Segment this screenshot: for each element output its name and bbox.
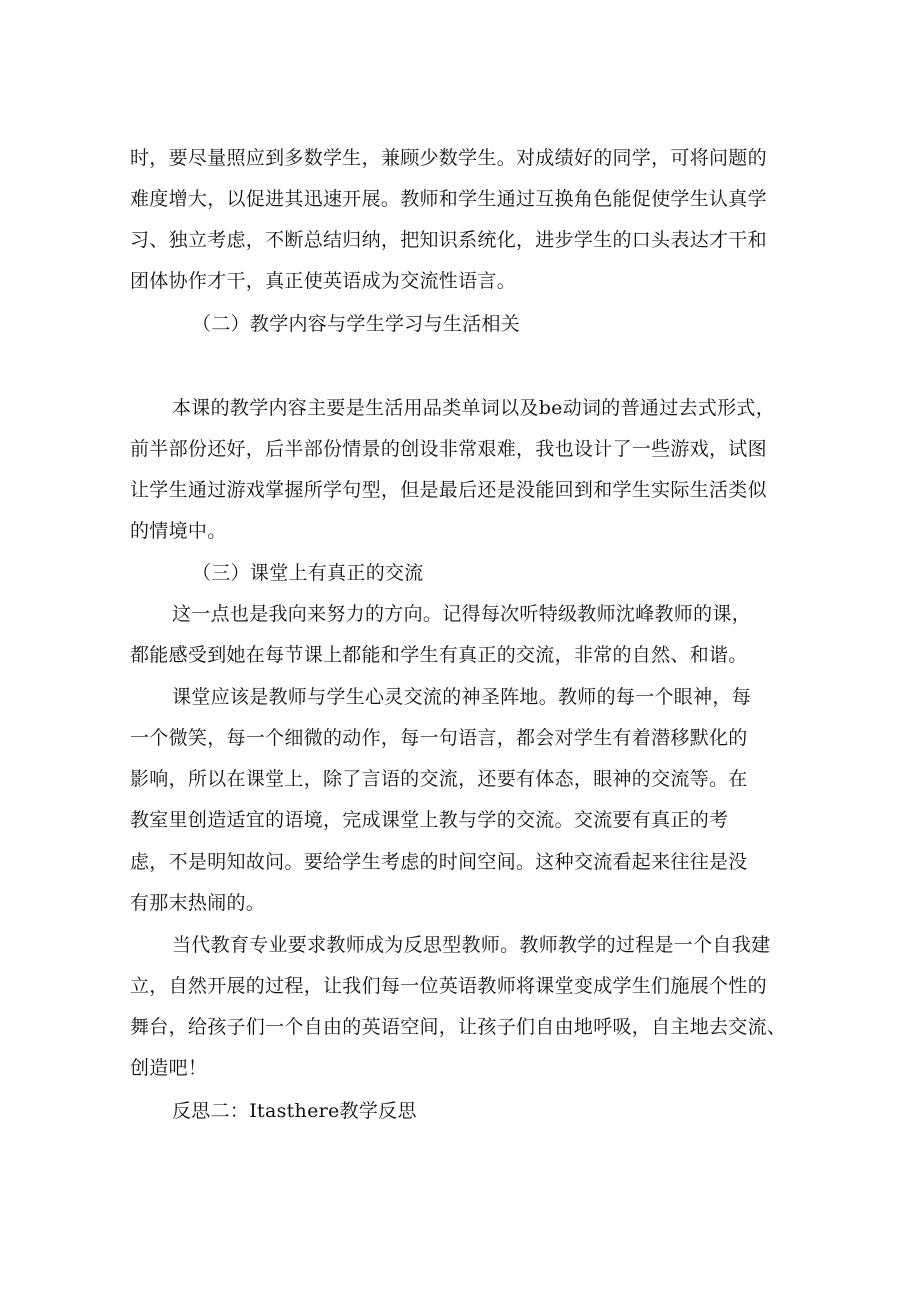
paragraph-line: 当代教育专业要求教师成为反思型教师。教师教学的过程是一个自我建 [172, 934, 771, 956]
paragraph-line: 都能感受到她在每节课上都能和学生有真正的交流，非常的自然、和谐。 [130, 644, 748, 666]
paragraph-line: 影响，所以在课堂上，除了言语的交流，还要有体态，眼神的交流等。在 [130, 768, 748, 790]
paragraph-line: 虑，不是明知故问。要给学生考虑的时间空间。这种交流看起来往往是没 [130, 851, 748, 873]
paragraph-line: 一个微笑，每一个细微的动作，每一句语言，都会对学生有着潜移默化的 [130, 727, 748, 749]
paragraph-line: 时，要尽量照应到多数学生，兼顾少数学生。对成绩好的同学，可将问题的 [130, 147, 767, 169]
section-title: 反思二：Itasthere教学反思 [172, 1100, 417, 1122]
paragraph-line: 立，自然开展的过程，让我们每一位英语教师将课堂变成学生们施展个性的 [130, 975, 767, 997]
paragraph-line: 课堂应该是教师与学生心灵交流的神圣阵地。教师的每一个眼神，每 [172, 686, 752, 708]
paragraph-line: 让学生通过游戏掌握所学句型，但是最后还是没能回到和学生实际生活类似 [130, 479, 767, 501]
paragraph-line: 的情境中。 [130, 520, 227, 542]
paragraph-line: 难度增大，以促进其迅速开展。教师和学生通过互换角色能促使学生认真学 [130, 188, 767, 210]
paragraph-line: 团体协作才干，真正使英语成为交流性语言。 [130, 270, 517, 292]
paragraph-line: 教室里创造适宜的语境，完成课堂上教与学的交流。交流要有真正的考 [130, 809, 729, 831]
paragraph-line: 前半部份还好，后半部份情景的创设非常艰难，我也设计了一些游戏，试图 [130, 438, 767, 460]
paragraph-line: 习、独立考虑，不断总结归纳，把知识系统化，进步学生的口头表达才干和 [130, 229, 767, 251]
section-heading-2: （二）教学内容与学生学习与生活相关 [192, 313, 521, 335]
paragraph-line: 本课的教学内容主要是生活用品类单词以及be动词的普通过去式形式， [172, 397, 776, 419]
paragraph-line: 有那末热闹的。 [130, 892, 266, 914]
paragraph-line: 这一点也是我向来努力的方向。记得每次听特级教师沈峰教师的课， [172, 603, 752, 625]
section-heading-3: （三）课堂上有真正的交流 [192, 562, 424, 584]
paragraph-line: 舞台，给孩子们一个自由的英语空间，让孩子们自由地呼吸，自主地去交流、 [130, 1016, 787, 1038]
paragraph-line: 创造吧！ [130, 1057, 208, 1079]
